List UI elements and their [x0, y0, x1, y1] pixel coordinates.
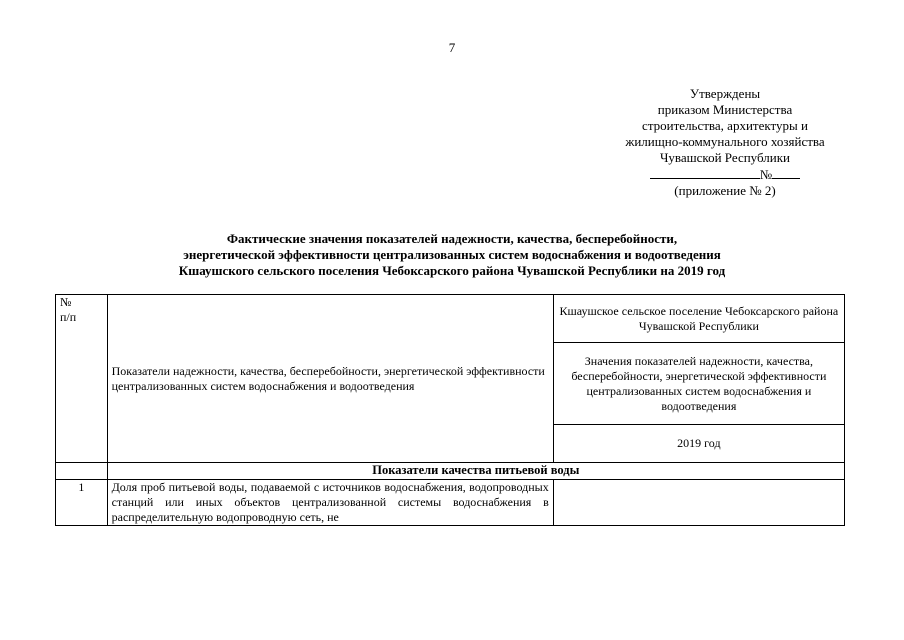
approval-line: приказом Министерства — [657, 102, 793, 117]
title-line: Кшаушского сельского поселения Чебоксарского района Чувашской Республики на 2019 год — [178, 263, 726, 278]
approval-line: Чувашской Республики — [659, 150, 791, 165]
page-number: 7 — [448, 40, 456, 55]
header-indicator: Показатели надежности, качества, бесперебойности, энергетической эффективности централизованных систем водоснабжения и водоотведения — [107, 295, 553, 463]
document-title — [40, 231, 864, 279]
header-year: 2019 год — [553, 425, 844, 463]
header-num: № п/п — [56, 295, 108, 463]
header-settlement: Кшаушское сельское поселение Чебоксарского района Чувашской Республики — [553, 295, 844, 343]
title-line: Фактические значения показателей надежности, качества, бесперебойности, — [226, 231, 678, 246]
approval-signature-line — [600, 166, 850, 183]
approval-line: строительства, архитектуры и — [642, 118, 808, 133]
title-line: энергетической эффективности централизованных систем водоснабжения и водоотведения — [183, 247, 721, 262]
date-blank — [650, 166, 760, 179]
row-value — [553, 480, 844, 526]
approval-block — [600, 86, 850, 199]
number-blank — [772, 166, 800, 179]
approval-line: Утверждены — [689, 86, 761, 101]
row-indicator-text: Доля проб питьевой воды, подаваемой с источников водоснабжения, водопроводных станций или иных объектов централизованной системы водоснабжения в распределительную водопроводную сеть, не — [107, 480, 553, 526]
approval-attachment: (приложение № 2) — [674, 183, 776, 198]
header-values-title: Значения показателей надежности, качества, бесперебойности, энергетической эффективности централизованных систем водоснабжения и водоотведения — [553, 343, 844, 425]
row-num: 1 — [56, 480, 108, 526]
indicators-table — [55, 294, 845, 526]
section-title: Показатели качества питьевой воды — [107, 463, 844, 480]
section-num-cell — [56, 463, 108, 480]
approval-line: жилищно-коммунального хозяйства — [625, 134, 825, 149]
number-sign: № — [759, 167, 773, 182]
